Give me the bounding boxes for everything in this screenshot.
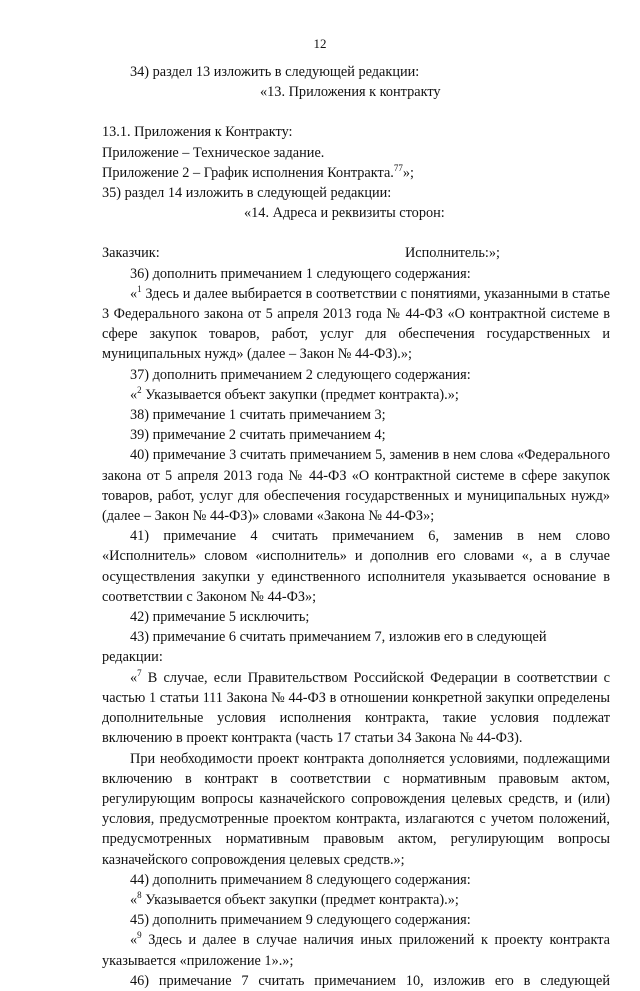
note-7-text: «$^7$ В случае, если Правительством Российской Федерации в соответствии с частью 1 статьи 111 Закона № 44-ФЗ в отношении конкретной закупки определены дополнительные условия исполнения контракта, такие условия подлежат включению в проект контракта (часть 17 статьи 34 Закона № 44-ФЗ). xyxy=(102,667,610,747)
paragraph-item-38: 38) примечание 1 считать примечанием 3; xyxy=(130,407,386,424)
note-2-text: «$^2$ Указывается объект закупки (предмет контракта).»; xyxy=(130,385,459,403)
paragraph-item-42: 42) примечание 5 исключить; xyxy=(130,609,310,626)
page-number: 12 xyxy=(313,36,327,51)
customer-label: Заказчик: xyxy=(102,245,160,262)
paragraph-item-46: 46) примечание 7 считать примечанием 10, изложив его в следующей xyxy=(130,972,610,989)
subsection-13-1: 13.1. Приложения к Контракту: xyxy=(102,124,293,141)
paragraph-item-41: 41) примечание 4 считать примечанием 6, заменив в нем слово «Исполнитель» словом «исполнитель» и дополнив его словами «, а в случае осуществления закупки у единственного исполнителя указывается основание в соответствии с Законом № 44-ФЗ»; xyxy=(102,528,610,605)
paragraph-item-35: 35) раздел 14 изложить в следующей редакции: xyxy=(102,185,392,202)
note-7-continuation: При необходимости проект контракта дополняется условиями, подлежащими включению в контракт в соответствии с нормативным правовым актом, регулирующим вопросы казначейского сопровождения целевых средств, и (или) условия, предусмотренные проектом контракта, излагаются с учетом положений, предусмотренных нормативным правовым актом, регулирующим вопросы казначейского сопровождения целевых средств.»; xyxy=(102,750,610,868)
paragraph-item-40: 40) примечание 3 считать примечанием 5, заменив в нем слова «Федерального закона от 5 апреля 2013 года № 44-ФЗ «О контрактной системе в сфере закупок товаров, работ, услуг для обеспечения государственных и муниципальных нужд» (далее – Закон № 44-ФЗ)» словами «Закона № 44-ФЗ»; xyxy=(102,447,610,525)
paragraph-item-34: 34) раздел 13 изложить в следующей редакции: xyxy=(130,64,420,80)
paragraph-item-45: 45) дополнить примечанием 9 следующего содержания: xyxy=(130,912,471,929)
section-14-heading: «14. Адреса и реквизиты сторон: xyxy=(244,205,445,222)
appendix-2-line: Приложение 2 – График исполнения Контракта.$^{77}$»; xyxy=(102,163,415,181)
paragraph-item-39: 39) примечание 2 считать примечанием 4; xyxy=(130,427,386,444)
section-13-heading: «13. Приложения к контракту xyxy=(260,84,441,101)
note-8-text: «$^8$ Указывается объект закупки (предмет контракта).»; xyxy=(130,890,459,908)
paragraph-item-43: 43) примечание 6 считать примечанием 7, изложив его в следующей редакции: xyxy=(102,629,547,666)
parties-line xyxy=(102,243,610,263)
paragraph-item-36: 36) дополнить примечанием 1 следующего содержания: xyxy=(130,265,471,282)
appendix-1-line: Приложение – Техническое задание. xyxy=(102,144,325,161)
paragraph-item-37: 37) дополнить примечанием 2 следующего содержания: xyxy=(130,366,471,383)
note-9-text: «$^9$ Здесь и далее в случае наличия иных приложений к проекту контракта указывается «приложение 1».»; xyxy=(102,930,610,969)
document-body xyxy=(102,62,610,991)
footnote-ref-77: 77 xyxy=(393,163,403,174)
contractor-label: Исполнитель:»; xyxy=(404,245,500,262)
paragraph-item-44: 44) дополнить примечанием 8 следующего содержания: xyxy=(130,871,471,888)
note-1-text: «$^1$ Здесь и далее выбирается в соответствии с понятиями, указанными в статье 3 Федерального закона от 5 апреля 2013 года № 44-ФЗ «О контрактной системе в сфере закупок товаров, работ, услуг для обеспечения государственных и муниципальных нужд» (далее – Закон № 44-ФЗ).»; xyxy=(102,284,610,363)
